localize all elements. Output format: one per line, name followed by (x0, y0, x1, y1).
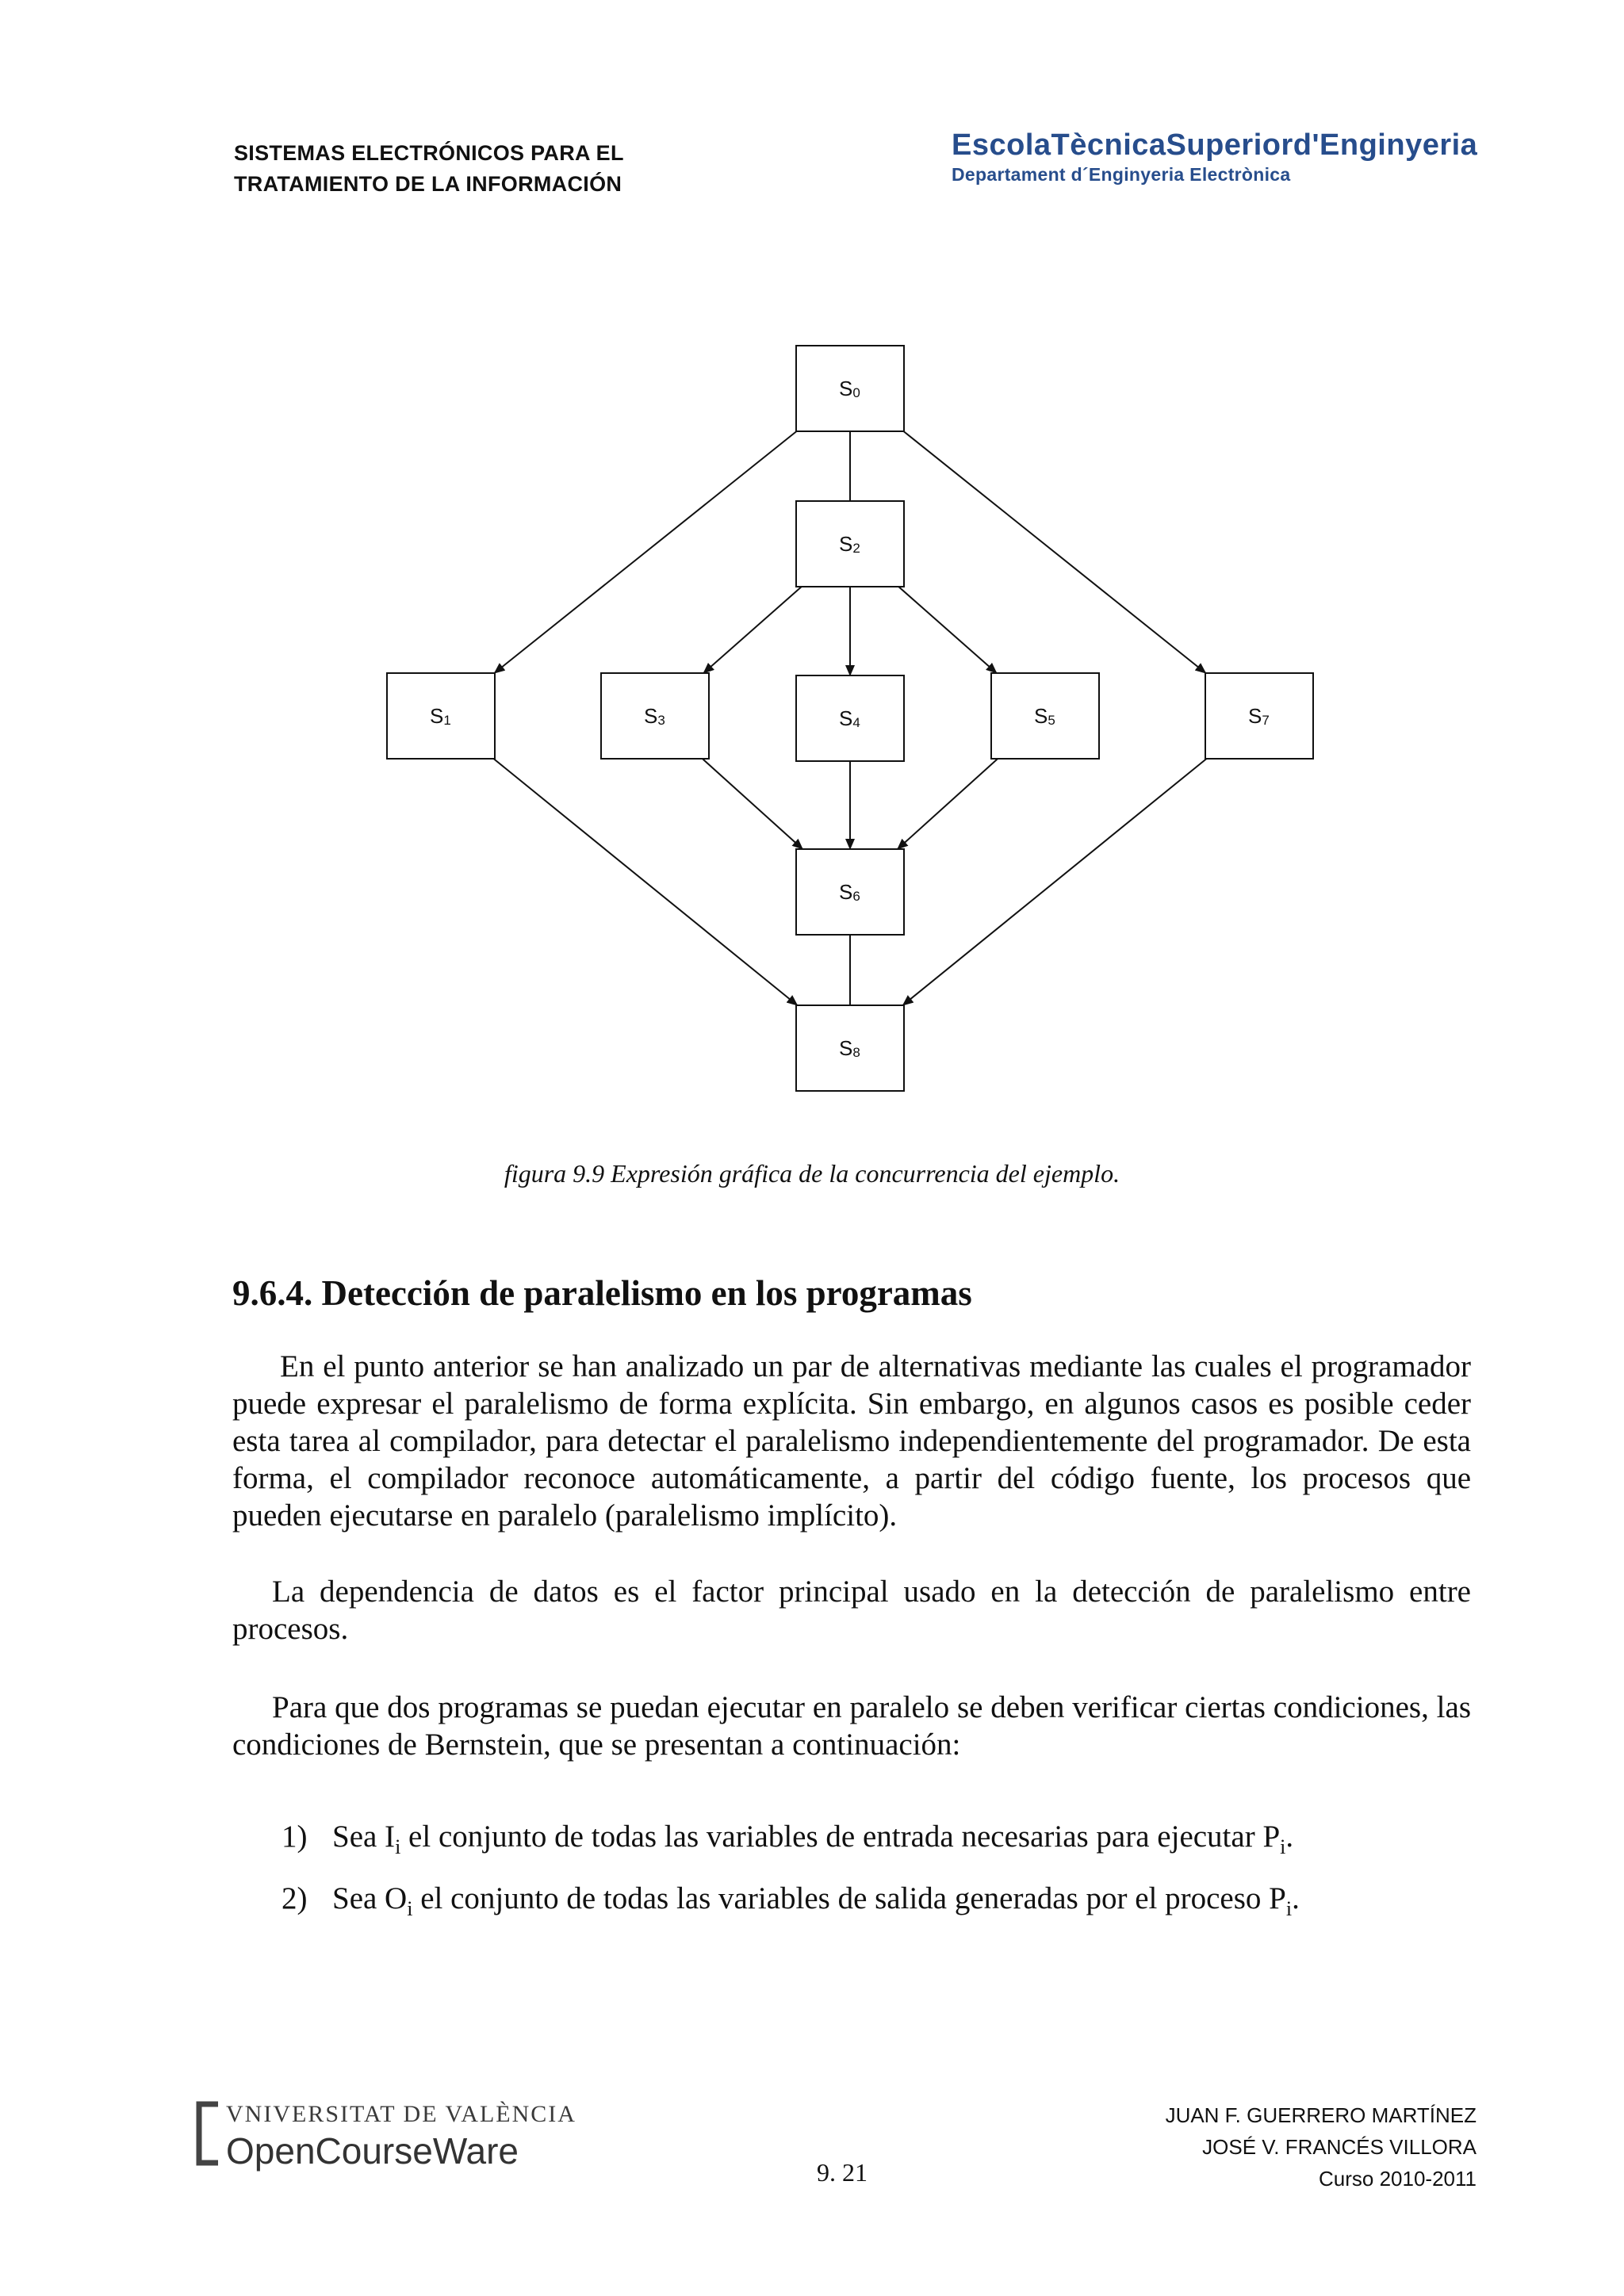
edge-s7-s8 (903, 759, 1207, 1005)
edge-s2-s3 (703, 587, 802, 673)
university-name: VNIVERSITAT DE VALÈNCIA (226, 2101, 576, 2127)
node-s6 (796, 849, 904, 935)
opencourseware-logo-text: OpenCourseWare (226, 2130, 519, 2172)
page-number: 9. 21 (817, 2158, 868, 2187)
condition-2-sub-b: i (1285, 1896, 1293, 1920)
node-s3 (601, 673, 709, 759)
condition-2-text-a: Sea O (332, 1881, 408, 1915)
node-label-s0: S0 (839, 377, 860, 400)
node-label-s5: S5 (1034, 704, 1055, 728)
condition-2 (282, 1880, 1300, 1927)
footer-authors (1166, 2099, 1477, 2195)
node-label-s8: S8 (839, 1036, 860, 1060)
condition-1-text-a: Sea I (332, 1820, 396, 1854)
node-label-s4: S4 (839, 706, 860, 730)
node-s7 (1205, 673, 1313, 759)
condition-1-text-c: . (1285, 1820, 1294, 1854)
edge-s3-s6 (703, 759, 802, 849)
condition-2-text-c: . (1292, 1881, 1300, 1915)
condition-2-number: 2) (282, 1881, 308, 1915)
section-heading: 9.6.4. Detección de paralelismo en los programas (232, 1273, 972, 1313)
author-2: JOSÉ V. FRANCÉS VILLORA (1202, 2135, 1477, 2159)
edge-s0-s1 (494, 431, 796, 673)
school-name: EscolaTècnicaSuperiord'Enginyeria (952, 128, 1478, 162)
paragraph-1: En el punto anterior se han analizado un par de alternativas mediante las cuales el programador puede expresar el paralelismo de forma explícita. Sin embargo, en algunos casos es posible ceder esta tarea al compilador, para detectar el paralelismo independientemente del programador. De esta forma, el compilador reconoce automáticamente, a partir del código fuente, los procesos que pueden ejecutarse en paralelo (paralelismo implícito). (232, 1349, 1471, 1533)
condition-1-sub-a: i (395, 1835, 401, 1858)
node-label-s3: S3 (644, 704, 665, 728)
paragraph-2: La dependencia de datos es el factor principal usado en la detección de paralelismo entre procesos. (232, 1575, 1471, 1646)
node-s2 (796, 501, 904, 587)
condition-2-sub-a: i (407, 1896, 413, 1920)
node-s4 (796, 675, 904, 761)
course-title-line1: SISTEMAS ELECTRÓNICOS PARA EL (234, 141, 624, 165)
node-label-s6: S6 (839, 880, 860, 904)
condition-2-text-b: el conjunto de todas las variables de salida generadas por el proceso P (412, 1881, 1286, 1915)
author-1: JUAN F. GUERRERO MARTÍNEZ (1165, 2103, 1477, 2127)
node-label-s2: S2 (839, 532, 860, 556)
course-year: Curso 2010-2011 (1319, 2167, 1477, 2191)
figure-caption: figura 9.9 Expresión gráfica de la concurrencia del ejemplo. (504, 1159, 1120, 1188)
condition-1-text-b: el conjunto de todas las variables de entrada necesarias para ejecutar P (400, 1820, 1281, 1854)
condition-1-sub-b: i (1280, 1835, 1286, 1858)
node-s0 (796, 346, 904, 431)
edge-s5-s6 (898, 759, 998, 849)
concurrency-diagram (0, 0, 1624, 1126)
node-s1 (387, 673, 495, 759)
node-s8 (796, 1005, 904, 1091)
node-s5 (991, 673, 1099, 759)
edge-s0-s7 (903, 431, 1205, 673)
paragraph-3: Para que dos programas se puedan ejecutar en paralelo se deben verificar ciertas condiciones, las condiciones de Bernstein, que se presentan a continuación: (232, 1690, 1471, 1762)
edge-s1-s8 (494, 759, 798, 1005)
school-department: Departament d´Enginyeria Electrònica (952, 164, 1291, 185)
condition-1 (282, 1818, 1293, 1866)
ocw-bracket-icon (194, 2101, 223, 2166)
node-label-s1: S1 (430, 704, 451, 728)
node-label-s7: S7 (1248, 704, 1270, 728)
course-title-line2: TRATAMIENTO DE LA INFORMACIÓN (234, 172, 622, 196)
edge-s2-s5 (898, 587, 997, 673)
condition-1-number: 1) (282, 1820, 308, 1854)
